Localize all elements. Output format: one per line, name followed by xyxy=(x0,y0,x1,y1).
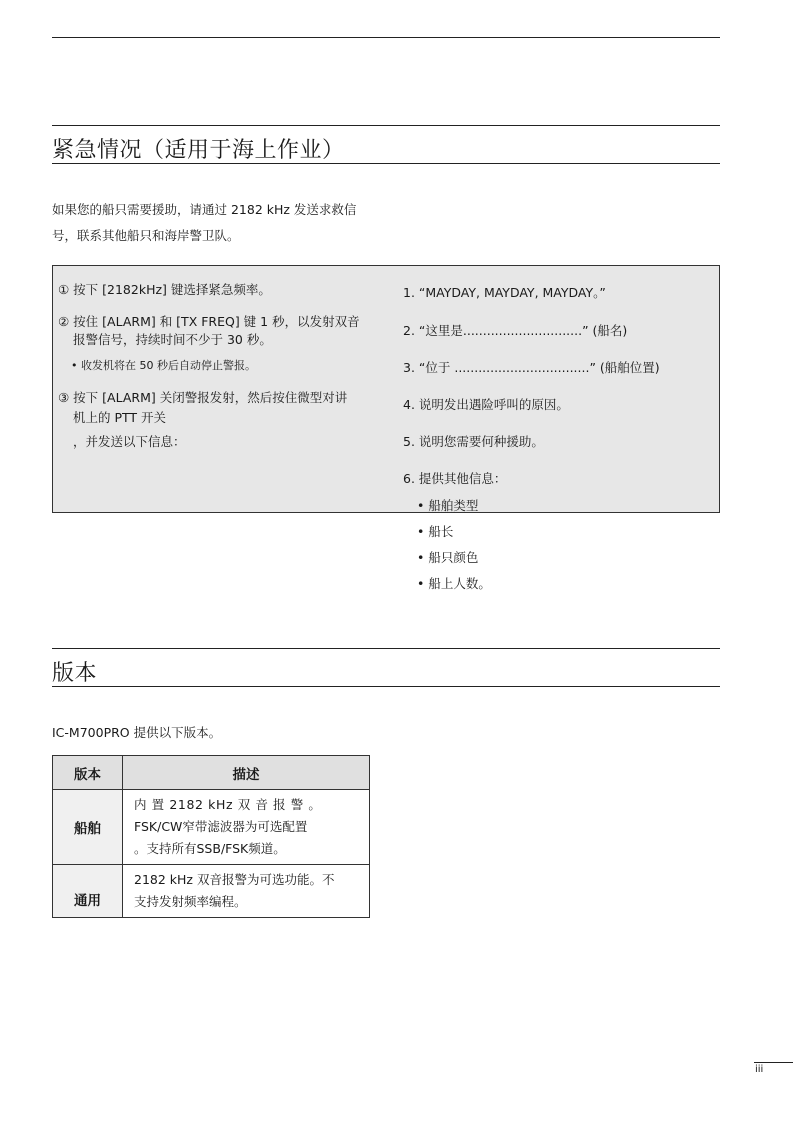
header-rule xyxy=(52,37,720,38)
message-bullet-4: • 船上人数。 xyxy=(417,576,491,591)
step-2-note: • 收发机将在 50 秒后自动停止警报。 xyxy=(71,359,256,372)
message-bullet-1: • 船舶类型 xyxy=(417,498,479,513)
versions-top-rule xyxy=(52,648,720,649)
step-2-line2: 报警信号，持续时间不少于 30 秒。 xyxy=(73,332,272,347)
section-bottom-rule xyxy=(52,163,720,164)
version-name: 船舶 xyxy=(53,790,123,865)
step-3-line2: 机上的 PTT 开关 xyxy=(73,410,167,425)
version-description-line: 。支持所有SSB/FSK频道。 xyxy=(134,841,286,856)
version-description xyxy=(123,865,370,918)
message-5: 5. 说明您需要何种援助。 xyxy=(403,434,544,449)
versions-bottom-rule xyxy=(52,686,720,687)
section-top-rule xyxy=(52,125,720,126)
table-header-version: 版本 xyxy=(53,756,123,790)
page-number: iii xyxy=(755,1064,764,1075)
table-row xyxy=(53,790,370,865)
versions-intro: IC-M700PRO 提供以下版本。 xyxy=(52,725,222,740)
step-3-line1: ③ 按下 [ALARM] 关闭警报发射，然后按住微型对讲 xyxy=(58,390,348,405)
message-bullet-2: • 船长 xyxy=(417,524,454,539)
message-2: 2. “这里是..............................” (船名) xyxy=(403,323,628,338)
step-1: ① 按下 [2182kHz] 键选择紧急频率。 xyxy=(58,282,271,297)
version-name: 通用 xyxy=(53,865,123,918)
message-4: 4. 说明发出遇险呼叫的原因。 xyxy=(403,397,569,412)
version-table xyxy=(52,755,370,918)
message-bullet-3: • 船只颜色 xyxy=(417,550,479,565)
table-header-description: 描述 xyxy=(123,756,370,790)
step-2-line1: ② 按住 [ALARM] 和 [TX FREQ] 键 1 秒，以发射双音 xyxy=(58,314,360,329)
version-description xyxy=(123,790,370,865)
version-description-line: 支持发射频率编程。 xyxy=(134,894,247,909)
step-3-line3: ，并发送以下信息： xyxy=(73,434,186,449)
version-description-line: FSK/CW窄带滤波器为可选配置 xyxy=(134,819,308,834)
versions-section-title: 版本 xyxy=(52,661,98,686)
message-6: 6. 提供其他信息： xyxy=(403,471,507,486)
version-description-line: 2182 kHz 双音报警为可选功能。不 xyxy=(134,872,335,887)
emergency-intro-line2: 号，联系其他船只和海岸警卫队。 xyxy=(52,228,240,243)
message-3: 3. “位于 ..................................” (船舶位置) xyxy=(403,360,660,375)
page-number-rule xyxy=(754,1062,793,1063)
table-header-row xyxy=(53,756,370,790)
emergency-intro-line1: 如果您的船只需要援助，请通过 2182 kHz 发送求救信 xyxy=(52,202,357,217)
table-row xyxy=(53,865,370,918)
emergency-section-title: 紧急情况（适用于海上作业） xyxy=(52,138,345,163)
version-description-line: 内 置 2182 kHz 双 音 报 警 。 xyxy=(134,797,322,812)
message-1: 1. “MAYDAY, MAYDAY, MAYDAY。” xyxy=(403,285,606,300)
